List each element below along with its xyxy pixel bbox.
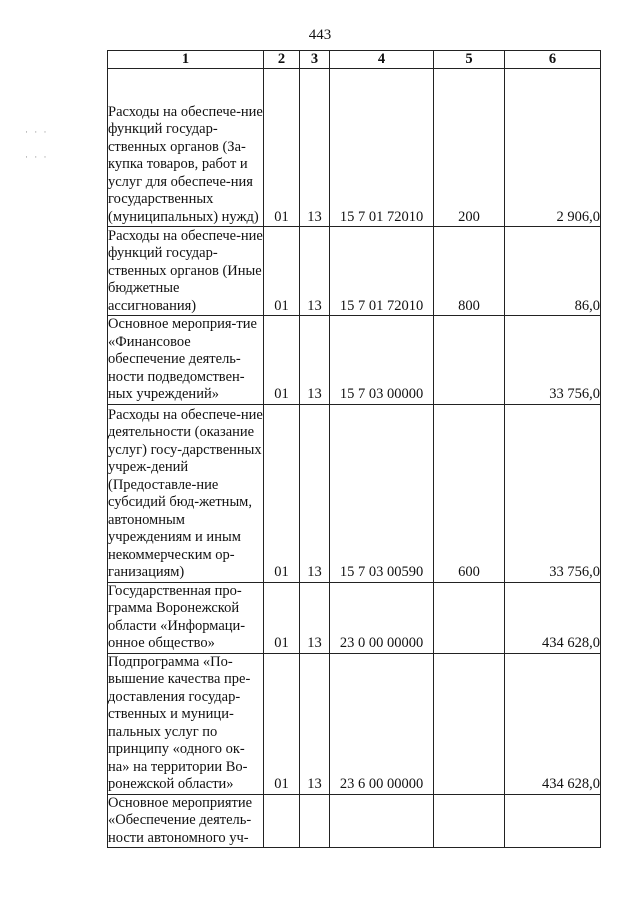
- row-expense-type: [434, 653, 505, 794]
- row-target-article: 15 7 03 00000: [330, 316, 434, 405]
- table-row: [108, 316, 601, 405]
- row-subsection: 13: [300, 404, 330, 582]
- column-header: 6: [505, 51, 601, 69]
- row-section: 01: [264, 582, 300, 653]
- row-target-article: 23 6 00 00000: [330, 653, 434, 794]
- table-row: [108, 653, 601, 794]
- row-expense-type: [434, 316, 505, 405]
- row-section: 01: [264, 404, 300, 582]
- row-subsection: 13: [300, 316, 330, 405]
- row-section: 01: [264, 316, 300, 405]
- row-amount: 86,0: [505, 227, 601, 316]
- row-name: Основное мероприя-тие «Финансовое обеспечение деятель-ности подведомствен-ных учреждений»: [108, 316, 264, 405]
- row-subsection: 13: [300, 582, 330, 653]
- row-expense-type: [434, 794, 505, 848]
- table-row: [108, 404, 601, 582]
- column-header: 4: [330, 51, 434, 69]
- row-target-article: 15 7 03 00590: [330, 404, 434, 582]
- row-amount: 434 628,0: [505, 582, 601, 653]
- table-row: [108, 794, 601, 848]
- row-section: 01: [264, 653, 300, 794]
- row-target-article: 15 7 01 72010: [330, 227, 434, 316]
- column-header: 1: [108, 51, 264, 69]
- row-amount: 434 628,0: [505, 653, 601, 794]
- column-header: 2: [264, 51, 300, 69]
- table-row: [108, 582, 601, 653]
- row-target-article: [330, 794, 434, 848]
- row-name: Расходы на обеспече-ние функций государ-ственных органов (Иные бюджетные ассигнования): [108, 227, 263, 314]
- row-subsection: 13: [300, 227, 330, 316]
- row-subsection: 13: [300, 653, 330, 794]
- row-target-article: 23 0 00 00000: [330, 582, 434, 653]
- row-amount: [505, 794, 601, 848]
- table-header-row: [108, 51, 601, 69]
- column-header: 3: [300, 51, 330, 69]
- row-subsection: [300, 794, 330, 848]
- table-row: [108, 69, 601, 227]
- row-name: Расходы на обеспече-ние функций государ-ственных органов (За-купка товаров, работ и услуг для обеспече-ния государственных (муниципальных) нужд): [108, 69, 264, 227]
- row-section: 01: [264, 227, 300, 316]
- row-section: 01: [264, 69, 300, 227]
- row-name: Государственная про-грамма Воронежской области «Информаци-онное общество»: [108, 582, 264, 653]
- row-expense-type: 200: [434, 69, 505, 227]
- margin-mark: · · ·: [25, 127, 49, 137]
- row-name: Расходы на обеспече-ние деятельности (оказание услуг) госу-дарственных учреж-дений (Предоставле-ние субсидий бюд-жетным, автономным учреждениям и иным некоммерческим ор-ганизациям): [108, 404, 264, 582]
- row-section: [264, 794, 300, 848]
- row-amount: 33 756,0: [505, 404, 601, 582]
- margin-mark: · · ·: [25, 152, 49, 162]
- row-amount: 33 756,0: [505, 316, 601, 405]
- budget-table: [107, 50, 601, 848]
- row-name: Подпрограмма «По-вышение качества пре-доставления государ-ственных и муници-пальных услуг по принципу «одного ок-на» на территории Во-ронежской области»: [108, 653, 264, 794]
- page-number: 443: [308, 27, 332, 43]
- row-subsection: 13: [300, 69, 330, 227]
- row-amount: 2 906,0: [505, 69, 601, 227]
- row-name: Основное мероприятие «Обеспечение деятель-ности автономного уч-: [108, 794, 264, 848]
- table-row: [108, 227, 601, 316]
- row-expense-type: 800: [434, 227, 505, 316]
- column-header: 5: [434, 51, 505, 69]
- row-expense-type: 600: [434, 404, 505, 582]
- row-target-article: 15 7 01 72010: [330, 69, 434, 227]
- row-expense-type: [434, 582, 505, 653]
